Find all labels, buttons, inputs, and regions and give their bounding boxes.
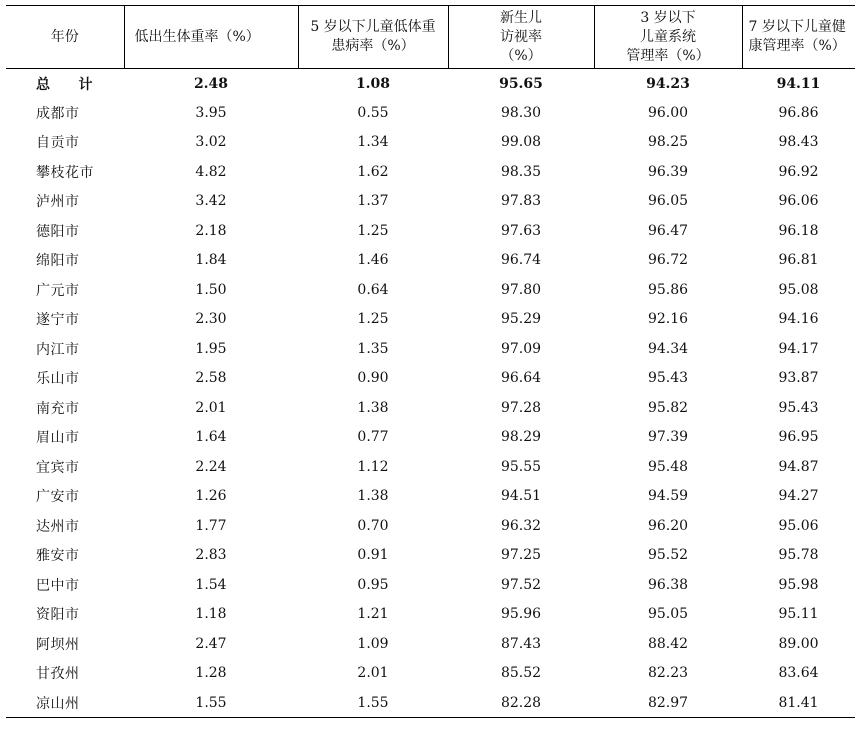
cell-under3-management: 92.16 [647, 311, 689, 328]
cell-newborn-visit: 97.80 [500, 281, 542, 298]
header-under7-health-management-rate: 7 岁以下儿童健 康管理率（%） [742, 6, 855, 69]
row-name: 凉山州 [36, 695, 80, 712]
table-row [6, 246, 855, 276]
cell-low-birth-weight: 1.28 [195, 665, 227, 682]
table-row [6, 423, 855, 453]
header-newborn-visit-rate: 新生儿 访视率 （%） [448, 6, 594, 69]
cell-underweight: 0.91 [357, 547, 389, 564]
row-name: 自贡市 [36, 135, 80, 152]
cell-under7-management: 94.87 [778, 458, 819, 475]
cell-low-birth-weight: 1.18 [195, 606, 227, 623]
cell-underweight: 0.70 [357, 517, 389, 534]
cell-underweight: 1.62 [357, 163, 389, 180]
row-name: 甘孜州 [36, 666, 80, 683]
cell-underweight: 0.95 [357, 576, 389, 593]
table-header [6, 6, 855, 69]
cell-newborn-visit: 96.64 [500, 370, 542, 387]
cell-under3-management: 95.82 [647, 399, 689, 416]
row-name: 遂宁市 [36, 312, 80, 329]
cell-low-birth-weight: 2.18 [195, 222, 227, 239]
table-row-total [6, 69, 855, 99]
cell-underweight: 1.21 [357, 606, 389, 623]
cell-under7-management: 96.06 [778, 193, 819, 210]
cell-underweight: 1.37 [357, 193, 389, 210]
table-row [6, 305, 855, 335]
cell-low-birth-weight: 1.64 [195, 429, 227, 446]
cell-underweight: 1.12 [357, 458, 389, 475]
cell-newborn-visit: 98.35 [500, 163, 542, 180]
cell-under3-management: 95.52 [647, 547, 689, 564]
cell-under3-management: 82.97 [647, 694, 689, 711]
cell-low-birth-weight: 2.47 [195, 635, 227, 652]
header-under5-underweight-rate: 5 岁以下儿童低体重 患病率（%） [298, 6, 448, 69]
cell-low-birth-weight: 2.30 [195, 311, 227, 328]
cell-low-birth-weight: 2.58 [195, 370, 227, 387]
cell-underweight: 1.46 [357, 252, 389, 269]
cell-underweight: 1.34 [357, 134, 389, 151]
cell-newborn-visit: 98.30 [500, 104, 542, 121]
row-name: 攀枝花市 [36, 164, 94, 181]
table-row [6, 157, 855, 187]
cell-low-birth-weight: 1.55 [195, 694, 227, 711]
cell-underweight: 1.25 [357, 311, 389, 328]
header-year: 年份 [50, 28, 79, 45]
row-name: 南充市 [36, 400, 80, 417]
cell-under7-management: 96.92 [778, 163, 819, 180]
cell-under3-management: 95.86 [647, 281, 689, 298]
cell-low-birth-weight: 3.95 [195, 104, 227, 121]
table-row [6, 393, 855, 423]
cell-under7-management: 95.98 [778, 576, 819, 593]
child-health-table [6, 5, 855, 718]
cell-under3-management: 98.25 [647, 134, 689, 151]
cell-under7-management: 94.27 [778, 488, 819, 505]
cell-underweight: 1.38 [357, 399, 389, 416]
cell-under7-management: 83.64 [778, 665, 819, 682]
cell-newborn-visit: 95.55 [500, 458, 542, 475]
row-name: 巴中市 [36, 577, 80, 594]
cell-newborn-visit: 95.65 [499, 75, 543, 92]
row-name: 绵阳市 [36, 253, 80, 270]
cell-under3-management: 96.39 [647, 163, 689, 180]
cell-underweight: 1.55 [357, 694, 389, 711]
cell-under7-management: 81.41 [778, 694, 819, 711]
cell-under3-management: 95.48 [647, 458, 689, 475]
row-name: 雅安市 [36, 548, 80, 565]
header-low-birth-weight-rate: 低出生体重率（%） [124, 6, 298, 69]
cell-low-birth-weight: 2.24 [195, 458, 227, 475]
cell-under3-management: 94.59 [647, 488, 689, 505]
cell-under3-management: 96.38 [647, 576, 689, 593]
table-row [6, 511, 855, 541]
cell-under7-management: 93.87 [778, 370, 819, 387]
cell-under7-management: 95.78 [778, 547, 819, 564]
row-name: 广元市 [36, 282, 80, 299]
cell-under7-management: 89.00 [778, 635, 819, 652]
cell-underweight: 1.09 [357, 635, 389, 652]
row-name: 成都市 [36, 105, 80, 122]
cell-low-birth-weight: 2.48 [193, 75, 229, 92]
cell-underweight: 2.01 [357, 665, 389, 682]
cell-newborn-visit: 87.43 [500, 635, 542, 652]
cell-under7-management: 94.11 [776, 75, 821, 92]
cell-under3-management: 82.23 [647, 665, 689, 682]
row-name: 泸州市 [36, 194, 80, 211]
table-row [6, 570, 855, 600]
cell-newborn-visit: 82.28 [500, 694, 542, 711]
cell-under7-management: 96.95 [778, 429, 819, 446]
cell-underweight: 0.64 [357, 281, 389, 298]
cell-low-birth-weight: 3.42 [195, 193, 227, 210]
cell-under7-management: 98.43 [778, 134, 819, 151]
row-name: 乐山市 [36, 371, 80, 388]
row-name: 德阳市 [36, 223, 80, 240]
cell-low-birth-weight: 4.82 [195, 163, 227, 180]
cell-newborn-visit: 85.52 [500, 665, 542, 682]
table-row [6, 659, 855, 689]
cell-under7-management: 94.16 [778, 311, 819, 328]
cell-under7-management: 95.06 [778, 517, 819, 534]
cell-newborn-visit: 97.28 [500, 399, 542, 416]
table-row [6, 364, 855, 394]
row-name: 广安市 [36, 489, 80, 506]
row-name: 内江市 [36, 341, 80, 358]
table-row [6, 334, 855, 364]
table-row [6, 128, 855, 158]
cell-underweight: 1.38 [357, 488, 389, 505]
cell-under7-management: 95.11 [778, 606, 819, 623]
cell-under7-management: 96.86 [778, 104, 819, 121]
row-name: 资阳市 [36, 607, 80, 624]
cell-under3-management: 97.39 [647, 429, 689, 446]
cell-low-birth-weight: 1.84 [195, 252, 227, 269]
table-row [6, 688, 855, 718]
row-name: 宜宾市 [36, 459, 80, 476]
cell-under3-management: 95.43 [647, 370, 689, 387]
cell-low-birth-weight: 3.02 [195, 134, 227, 151]
cell-under3-management: 96.20 [647, 517, 689, 534]
cell-low-birth-weight: 1.26 [195, 488, 227, 505]
cell-low-birth-weight: 1.50 [195, 281, 227, 298]
cell-low-birth-weight: 1.54 [195, 576, 227, 593]
cell-newborn-visit: 99.08 [500, 134, 542, 151]
cell-newborn-visit: 97.83 [500, 193, 542, 210]
row-name: 阿坝州 [36, 636, 80, 653]
cell-newborn-visit: 97.09 [500, 340, 542, 357]
row-name: 达州市 [36, 518, 80, 535]
cell-low-birth-weight: 2.83 [195, 547, 227, 564]
row-name: 总 计 [36, 76, 93, 93]
cell-underweight: 0.77 [357, 429, 389, 446]
cell-newborn-visit: 96.74 [500, 252, 542, 269]
cell-low-birth-weight: 1.95 [195, 340, 227, 357]
cell-underweight: 1.35 [357, 340, 389, 357]
cell-under3-management: 94.34 [647, 340, 689, 357]
cell-under3-management: 96.72 [647, 252, 689, 269]
table-row [6, 187, 855, 217]
cell-newborn-visit: 96.32 [500, 517, 542, 534]
table-row [6, 629, 855, 659]
cell-underweight: 1.25 [357, 222, 389, 239]
cell-under7-management: 95.08 [778, 281, 819, 298]
cell-underweight: 0.55 [357, 104, 389, 121]
table-row [6, 600, 855, 630]
cell-under3-management: 96.47 [647, 222, 689, 239]
cell-low-birth-weight: 2.01 [195, 399, 227, 416]
table-row [6, 98, 855, 128]
cell-under7-management: 94.17 [778, 340, 819, 357]
cell-under7-management: 96.18 [778, 222, 819, 239]
table-row [6, 216, 855, 246]
table-row [6, 541, 855, 571]
cell-underweight: 0.90 [357, 370, 389, 387]
cell-under3-management: 88.42 [647, 635, 689, 652]
cell-newborn-visit: 97.63 [500, 222, 542, 239]
table-row [6, 275, 855, 305]
cell-under3-management: 96.05 [647, 193, 689, 210]
cell-under3-management: 94.23 [646, 75, 690, 92]
cell-newborn-visit: 95.96 [500, 606, 542, 623]
cell-under7-management: 96.81 [778, 252, 819, 269]
cell-newborn-visit: 97.25 [500, 547, 542, 564]
cell-low-birth-weight: 1.77 [195, 517, 227, 534]
cell-underweight: 1.08 [355, 75, 391, 92]
cell-under3-management: 96.00 [647, 104, 689, 121]
row-name: 眉山市 [36, 430, 80, 447]
header-under3-management-rate: 3 岁以下 儿童系统 管理率（%） [594, 6, 742, 69]
table-row [6, 452, 855, 482]
cell-newborn-visit: 97.52 [500, 576, 542, 593]
cell-under3-management: 95.05 [647, 606, 689, 623]
cell-newborn-visit: 94.51 [500, 488, 542, 505]
cell-newborn-visit: 98.29 [500, 429, 542, 446]
table-body [6, 69, 855, 718]
cell-under7-management: 95.43 [778, 399, 819, 416]
cell-newborn-visit: 95.29 [500, 311, 542, 328]
table-row [6, 482, 855, 512]
